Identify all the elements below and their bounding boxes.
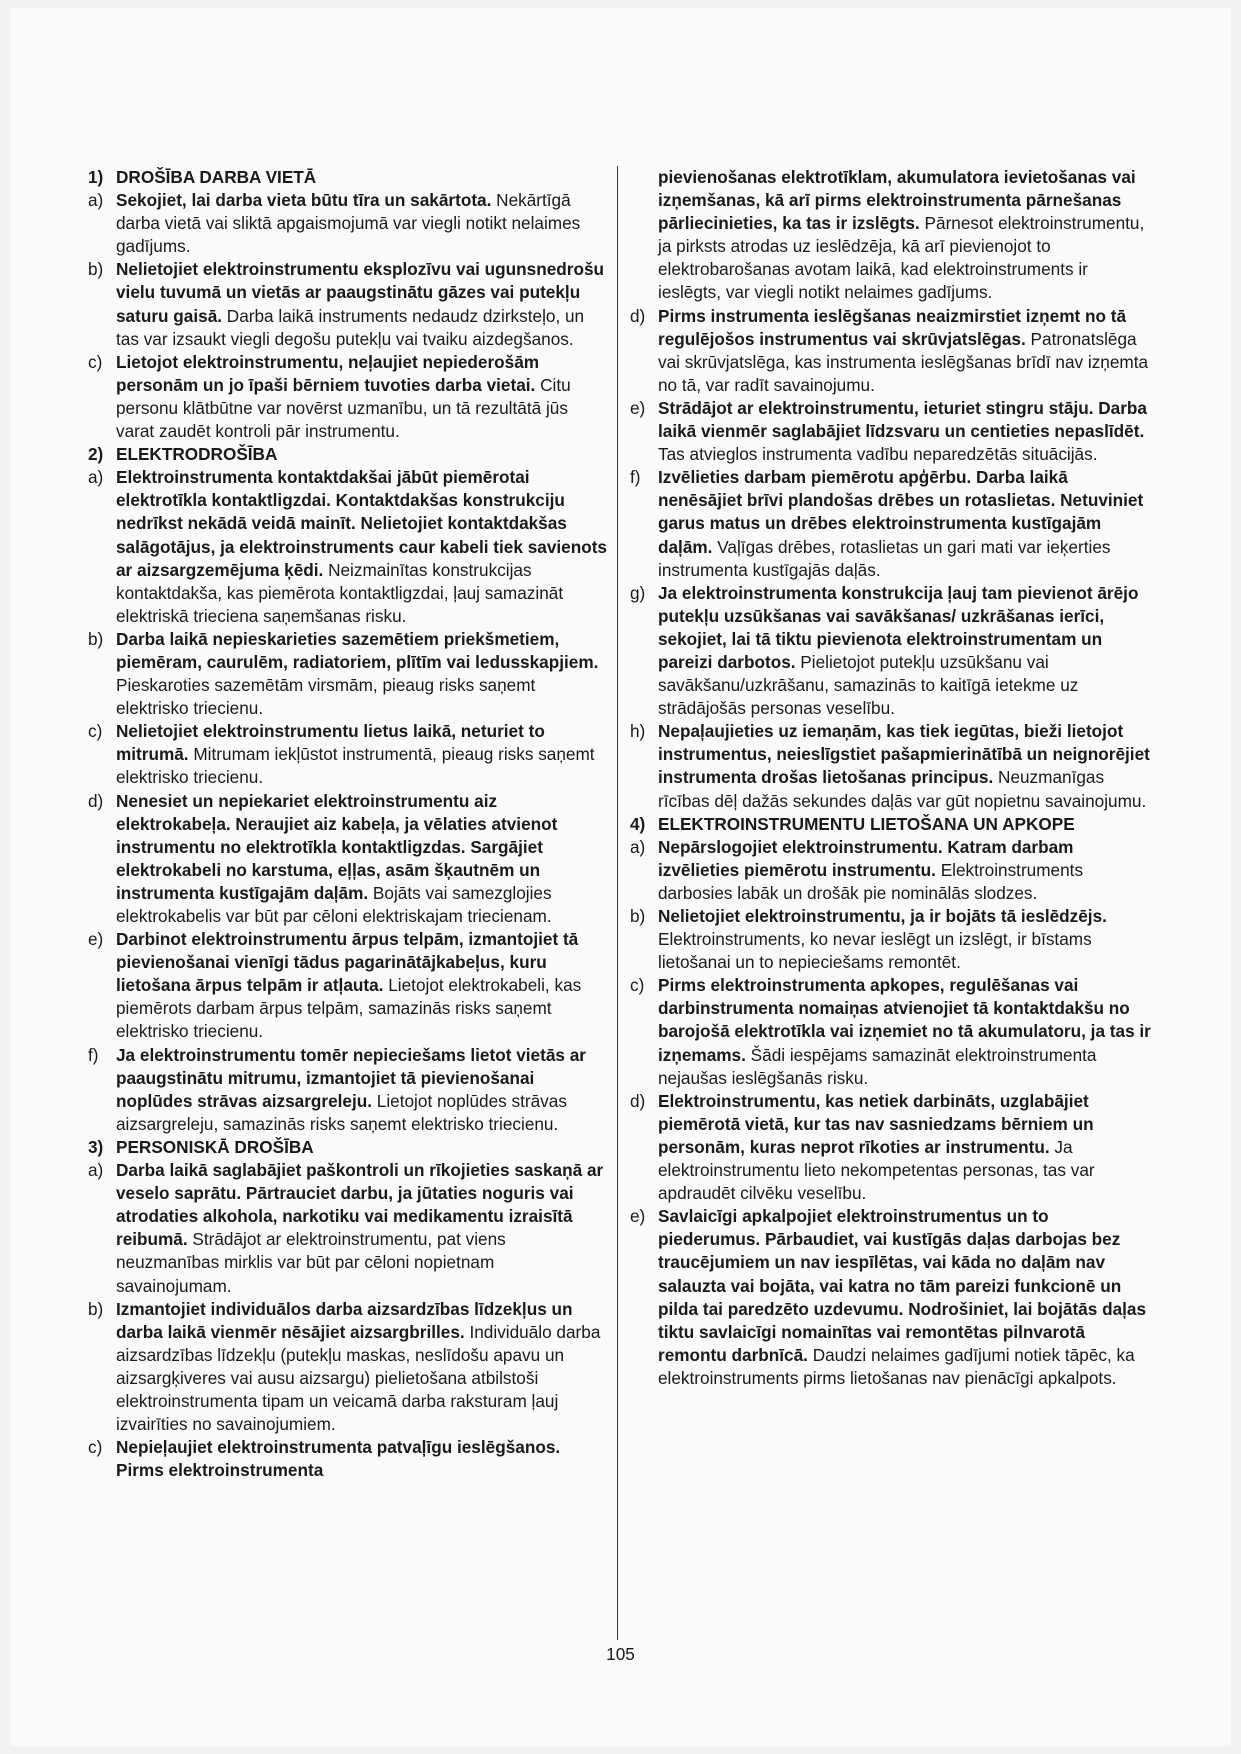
section-heading <box>88 1136 608 1159</box>
item-instruction: Pirms instrumenta ieslēgšanas neaizmirstiet izņemt no tā regulējošos instrumentus vai skrūvjatslēgas. <box>658 305 1127 349</box>
item-explanation: Lietojot elektrokabeli, kas piemērots darbam ārpus telpām, samazinās risks saņemt elektrisko triecienu. <box>116 975 582 1042</box>
column-divider <box>617 166 618 1640</box>
item-letter: d) <box>630 305 646 326</box>
item-letter: b) <box>88 1298 104 1319</box>
list-item <box>88 351 608 443</box>
item-explanation: Pieskaroties sazemētām virsmām, pieaug risks saņemt elektrisko triecienu. <box>116 675 536 719</box>
item-explanation: Neizmainītas konstrukcijas kontaktdakša, kas piemērota kontaktligzdai, ļauj samazināt elektriskā trieciena saņemšanas risku. <box>116 559 564 626</box>
section-number: 2) <box>88 444 104 465</box>
section-title: PERSONISKĀ DROŠĪBA <box>116 1136 314 1157</box>
item-instruction: Nepārslogojiet elektroinstrumentu. Katram darbam izvēlieties piemērotu instrumentu. <box>658 836 1074 880</box>
item-instruction: Nepieļaujiet elektroinstrumenta patvaļīgu ieslēgšanos. Pirms elektroinstrumenta <box>116 1437 561 1481</box>
section-number: 4) <box>630 813 646 834</box>
item-explanation: Strādājot ar elektroinstrumentu, pat viens neuzmanības mirklis var būt par cēloni nopietnam savainojumam. <box>116 1229 506 1296</box>
section-title: DROŠĪBA DARBA VIETĀ <box>116 167 317 187</box>
list-item <box>630 1090 1155 1205</box>
item-explanation: Pārnesot elektroinstrumentu, ja pirksts atrodas uz ieslēdzēja, kā arī pievienojot to elektrobarošanas avotam laikā, kad elektroinstruments ir ieslēgts, var viegli notikt nelaimes gadījums. <box>658 213 1145 303</box>
item-explanation: Darba laikā instruments nedaudz dzirksteļo, un tas var izsaukt viegli degošu putekļu vai tvaiku aizdegšanos. <box>116 305 585 349</box>
item-explanation: Neuzmanīgas rīcības dēļ dažās sekundes daļās var gūt nopietnu savainojumu. <box>658 767 1147 811</box>
list-item-continued <box>630 166 1155 305</box>
item-explanation: Patronatslēga vai skrūvjatslēga, kas instrumenta ieslēgšanas brīdī nav izņemta no tā, var radīt savainojumu. <box>658 328 1149 395</box>
item-instruction: Ja elektroinstrumenta konstrukcija ļauj tam pievienot ārējo putekļu uzsūkšanas vai savākšanas/ uzkrāšanas ierīci, sekojiet, lai tā tiktu pievienota elektroinstrumentam un pareizi darbotos. <box>658 582 1139 672</box>
item-letter: b) <box>88 259 104 280</box>
item-letter: c) <box>88 351 103 372</box>
list-item <box>88 1298 608 1437</box>
list-item <box>88 1436 608 1482</box>
section-number: 1) <box>88 167 104 187</box>
item-letter: d) <box>88 790 104 811</box>
item-explanation: Nekārtīgā darba vietā vai sliktā apgaismojumā var viegli notikt nelaimes gadījums. <box>116 190 581 257</box>
item-instruction: Pirms elektroinstrumenta apkopes, regulēšanas vai darbinstrumenta nomaiņas atvienojiet tā kontaktdakšu no barojošā elektrotīkla vai izņemiet no tā akumulatoru, ja tas ir izņemams. <box>658 975 1151 1065</box>
list-item <box>630 905 1155 974</box>
section-title: ELEKTROINSTRUMENTU LIETOŠANA UN APKOPE <box>658 813 1075 834</box>
list-item <box>88 720 608 789</box>
item-explanation: Tas atvieglos instrumenta vadību neparedzētās situācijās. <box>658 444 1098 465</box>
item-instruction: pievienošanas elektrotīklam, akumulatora ievietošanas vai izņemšanas, kā arī pirms elektroinstrumenta pārnešanas pārliecinieties, ka tas ir izslēgts. <box>658 167 1136 234</box>
list-item <box>88 628 608 720</box>
item-explanation: Elektroinstruments, ko nevar ieslēgt un izslēgt, ir bīstams lietošanai un to nepieciešams remontēt. <box>658 929 1092 973</box>
item-explanation: Lietojot noplūdes strāvas aizsargreleju, samazinās risks saņemt elektrisko triecienu. <box>116 1090 567 1134</box>
page-number: 105 <box>606 1644 635 1664</box>
item-explanation: Daudzi nelaimes gadījumi notiek tāpēc, ka elektroinstruments pirms lietošanas nav pienācīgi apkalpots. <box>658 1344 1135 1388</box>
item-letter: b) <box>630 906 646 926</box>
item-letter: f) <box>630 467 641 488</box>
item-letter: c) <box>630 975 645 996</box>
section-heading <box>88 443 608 466</box>
list-item <box>630 582 1155 721</box>
list-item <box>88 1044 608 1136</box>
item-explanation: Ja elektroinstrumentu lieto nekompetentas personas, tas var apdraudēt cilvēku veselību. <box>658 1136 1095 1204</box>
item-explanation: Bojāts vai samezglojies elektrokabelis var būt par cēloni elektriskajam triecienam. <box>116 882 552 926</box>
list-item <box>630 305 1155 397</box>
list-item <box>630 836 1155 905</box>
list-item <box>630 397 1155 466</box>
list-item <box>88 466 608 628</box>
item-explanation: Elektroinstruments darbosies labāk un drošāk pie nominālās slodzes. <box>658 859 1084 903</box>
item-instruction: Nenesiet un nepiekariet elektroinstrumentu aiz elektrokabeļa. Neraujiet aiz kabeļa, ja vēlaties atvienot instrumentu no elektrotīkla kontaktligzdas. Sargājiet elektrokabeli no karstuma, eļļas, asām šķautnēm un instrumenta kustīgajām daļām. <box>116 790 558 903</box>
section-title: ELEKTRODROŠĪBA <box>116 444 278 465</box>
item-letter: a) <box>88 1160 104 1181</box>
item-instruction: Savlaicīgi apkalpojiet elektroinstrumentus un to piederumus. Pārbaudiet, vai kustīgās daļas darbojas bez traucējumiem un nav iespīlētas, vai kāda no daļām nav salauzta vai bojāta, vai katra no tām pareizi funkcionē un pilda tai paredzēto uzdevumu. Nodrošiniet, lai bojātās daļas tiktu savlaicīgi nomainītas vai remontētas pilnvarotā remontu darbnīcā. <box>658 1206 1147 1365</box>
right-column <box>630 166 1155 1390</box>
item-instruction: Nelietojiet elektroinstrumentu lietus laikā, neturiet to mitrumā. <box>116 721 545 765</box>
section-heading <box>88 166 608 189</box>
item-letter: c) <box>88 721 103 742</box>
section-heading <box>630 813 1155 836</box>
item-instruction: Darbinot elektroinstrumentu ārpus telpām, izmantojiet tā pievienošanai vienīgi tādus pagarinātājkabeļus, kuru lietošana ārpus telpām ir atļauta. <box>116 929 579 996</box>
item-instruction: Lietojot elektroinstrumentu, neļaujiet nepiederošām personām un jo īpaši bērniem tuvoties darba vietai. <box>116 351 540 395</box>
item-letter: b) <box>88 628 104 649</box>
item-instruction: Nelietojiet elektroinstrumentu eksplozīvu vai ugunsnedrošu vielu tuvumā un vietās ar paaugstinātu gāzes vai putekļu saturu gaisā. <box>116 259 605 326</box>
item-instruction: Nepaļaujieties uz iemaņām, kas tiek iegūtas, bieži lietojot instrumentus, neieslīgstiet pašapmierinātībā un neignorējiet instrumenta drošas lietošanas principus. <box>658 721 1150 788</box>
item-letter: e) <box>630 397 646 418</box>
item-instruction: Nelietojiet elektroinstrumentu, ja ir bojāts tā ieslēdzējs. <box>658 906 1107 926</box>
list-item <box>88 1159 608 1298</box>
item-instruction: Darba laikā saglabājiet paškontroli un rīkojieties saskaņā ar veselo saprātu. Pārtrauciet darbu, ja jūtaties noguris vai atrodaties alkohola, narkotiku vai medikamentu izraisītā reibumā. <box>116 1160 604 1250</box>
item-letter: a) <box>88 467 104 488</box>
list-item <box>630 974 1155 1089</box>
item-letter: g) <box>630 582 646 603</box>
item-letter: h) <box>630 721 646 742</box>
list-item <box>88 189 608 258</box>
list-item <box>630 466 1155 581</box>
item-letter: a) <box>630 836 646 857</box>
item-instruction: Elektroinstrumentu, kas netiek darbināts, uzglabājiet piemērotā vietā, kur tas nav sasniedzams bērniem un personām, kuras neprot rīkoties ar instrumentu. <box>658 1090 1094 1157</box>
item-explanation: Šādi iespējams samazināt elektroinstrumenta nejaušas ieslēgšanās risku. <box>658 1044 1097 1088</box>
item-instruction: Izmantojiet individuālos darba aizsardzības līdzekļus un darba laikā vienmēr nēsājiet aizsargbrilles. <box>116 1298 573 1342</box>
item-instruction: Ja elektroinstrumentu tomēr nepieciešams lietot vietās ar paaugstinātu mitrumu, izmantojiet tā pievienošanai noplūdes strāvas aizsargreleju. <box>116 1044 586 1111</box>
item-instruction: Strādājot ar elektroinstrumentu, ieturiet stingru stāju. Darba laikā vienmēr saglabājiet līdzsvaru un centieties nepaslīdēt. <box>658 397 1147 442</box>
item-letter: f) <box>88 1044 99 1065</box>
item-instruction: Darba laikā nepieskarieties sazemētiem priekšmetiem, piemēram, caurulēm, radiatoriem, plītīm vai ledusskapjiem. <box>116 628 599 672</box>
item-explanation: Individuālo darba aizsardzības līdzekļu (putekļu maskas, neslīdošu apavu un aizsargķiveres vai ausu aizsargu) pielietošana atbilstoši elektroinstrumenta tipam un veicamā darba raksturam ļauj izvairīties no savainojumiem. <box>116 1321 601 1435</box>
section-number: 3) <box>88 1136 104 1157</box>
item-instruction: Elektroinstrumenta kontaktdakšai jābūt piemērotai elektrotīkla kontaktligzdai. Kontaktdakšas konstrukciju nedrīkst nekādā veidā mainīt. Nelietojiet kontaktdakšas salāgotājus, ja elektroinstruments caur kabeli tiek savienots ar aizsargzemējuma ķēdi. <box>116 467 607 580</box>
item-explanation: Pielietojot putekļu uzsūkšanu vai savākšanu/uzkrāšanu, samazinās to kaitīgā ietekme uz strādājošās personas veselību. <box>658 651 1079 719</box>
item-letter: d) <box>630 1090 646 1111</box>
list-item <box>630 720 1155 812</box>
item-explanation: Citu personu klātbūtne var novērst uzmanību, un tā rezultātā jūs varat zaudēt kontroli pār instrumentu. <box>116 374 571 442</box>
item-explanation: Mitrumam iekļūstot instrumentā, pieaug risks saņemt elektrisko triecienu. <box>116 744 595 788</box>
item-letter: c) <box>88 1437 103 1458</box>
list-item <box>88 790 608 929</box>
list-item <box>88 258 608 350</box>
item-letter: e) <box>630 1206 646 1227</box>
item-letter: e) <box>88 929 104 950</box>
item-letter: a) <box>88 190 104 211</box>
item-explanation: Vaļīgas drēbes, rotaslietas un gari mati var ieķerties instrumenta kustīgajās daļās. <box>658 536 1111 580</box>
list-item <box>630 1205 1155 1390</box>
item-instruction: Sekojiet, lai darba vieta būtu tīra un sakārtota. <box>116 190 492 211</box>
left-column <box>88 166 608 1482</box>
item-instruction: Izvēlieties darbam piemērotu apģērbu. Darba laikā nenēsājiet brīvi plandošas drēbes un rotaslietas. Netuviniet garus matus un drēbes elektroinstrumenta kustīgajām daļām. <box>658 467 1144 557</box>
list-item <box>88 928 608 1043</box>
